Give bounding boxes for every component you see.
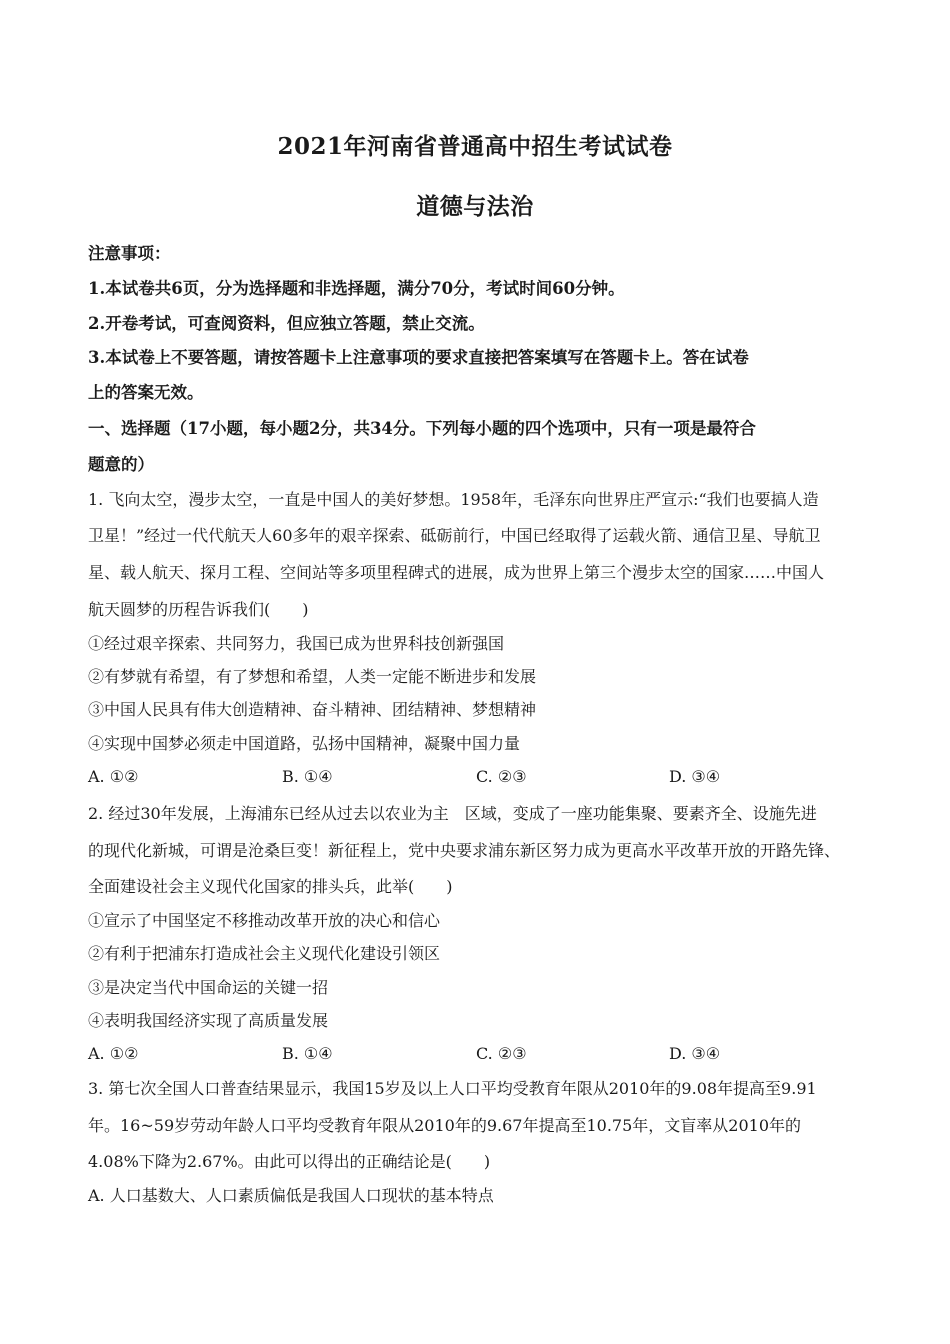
- question-1-statement: ①经过艰辛探索、共同努力，我国已成为世界科技创新强国: [88, 634, 505, 653]
- section-heading: 一、选择题（17小题，每小题2分，共34分。下列每小题的四个选项中，只有一项是最符合: [88, 419, 756, 438]
- question-1-statement: ③中国人民具有伟大创造精神、奋斗精神、团结精神、梦想精神: [88, 700, 537, 719]
- notice-item: 3.本试卷上不要答题，请按答题卡上注意事项的要求直接把答案填写在答题卡上。答在试卷: [88, 348, 749, 367]
- notice-item: 上的答案无效。: [88, 383, 204, 402]
- question-3-stem: 年。16~59岁劳动年龄人口平均受教育年限从2010年的9.67年提高至10.75年，文盲率从2010年的: [88, 1116, 801, 1135]
- section-heading: 题意的）: [88, 455, 154, 474]
- question-2-option-b: B. ①④: [282, 1044, 333, 1063]
- question-2-option-a: A. ①②: [88, 1044, 139, 1063]
- notice-item: 2.开卷考试，可查阅资料，但应独立答题，禁止交流。: [88, 314, 485, 333]
- notice-heading: 注意事项：: [88, 244, 171, 263]
- question-2-stem: 2. 经过30年发展，上海浦东已经从过去以农业为主 区域，变成了一座功能集聚、要素齐全、设施先进: [88, 804, 817, 823]
- question-2-option-d: D. ③④: [669, 1044, 721, 1063]
- question-3-stem: 4.08%下降为2.67%。由此可以得出的正确结论是( ): [88, 1152, 491, 1171]
- question-1-stem: 1. 飞向太空，漫步太空，一直是中国人的美好梦想。1958年，毛泽东向世界庄严宣示:“我们也要搞人造: [88, 490, 819, 509]
- question-2-option-c: C. ②③: [476, 1044, 527, 1063]
- question-1-stem: 航天圆梦的历程告诉我们( ): [88, 600, 309, 619]
- question-1-stem: 卫星！”经过一代代航天人60多年的艰辛探索、砥砺前行，中国已经取得了运载火箭、通信卫星、导航卫: [88, 526, 821, 545]
- question-2-statement: ③是决定当代中国命运的关键一招: [88, 978, 329, 997]
- question-1-option-c: C. ②③: [476, 767, 527, 786]
- question-2-statement: ④表明我国经济实现了高质量发展: [88, 1011, 329, 1030]
- question-3-stem: 3. 第七次全国人口普查结果显示，我国15岁及以上人口平均受教育年限从2010年的9.08年提高至9.91: [88, 1079, 817, 1098]
- question-2-stem: 的现代化新城，可谓是沧桑巨变！新征程上，党中央要求浦东新区努力成为更高水平改革开放的开路先锋、: [88, 841, 841, 860]
- subject-title: 道德与法治: [416, 193, 534, 220]
- question-1-statement: ②有梦就有希望，有了梦想和希望，人类一定能不断进步和发展: [88, 667, 537, 686]
- question-1-statement: ④实现中国梦必须走中国道路，弘扬中国精神，凝聚中国力量: [88, 734, 521, 753]
- question-1-stem: 星、载人航天、探月工程、空间站等多项里程碑式的进展，成为世界上第三个漫步太空的国家……中国人: [88, 563, 825, 582]
- question-1-option-a: A. ①②: [88, 767, 139, 786]
- question-2-stem: 全面建设社会主义现代化国家的排头兵，此举( ): [88, 877, 453, 896]
- question-1-option-d: D. ③④: [669, 767, 721, 786]
- notice-item: 1.本试卷共6页，分为选择题和非选择题，满分70分，考试时间60分钟。: [88, 279, 625, 298]
- question-2-statement: ①宣示了中国坚定不移推动改革开放的决心和信心: [88, 911, 441, 930]
- exam-title: 2021年河南省普通高中招生考试试卷: [277, 133, 673, 160]
- question-2-statement: ②有利于把浦东打造成社会主义现代化建设引领区: [88, 944, 441, 963]
- question-1-option-b: B. ①④: [282, 767, 333, 786]
- question-3-option-a: A. 人口基数大、人口素质偏低是我国人口现状的基本特点: [88, 1186, 494, 1205]
